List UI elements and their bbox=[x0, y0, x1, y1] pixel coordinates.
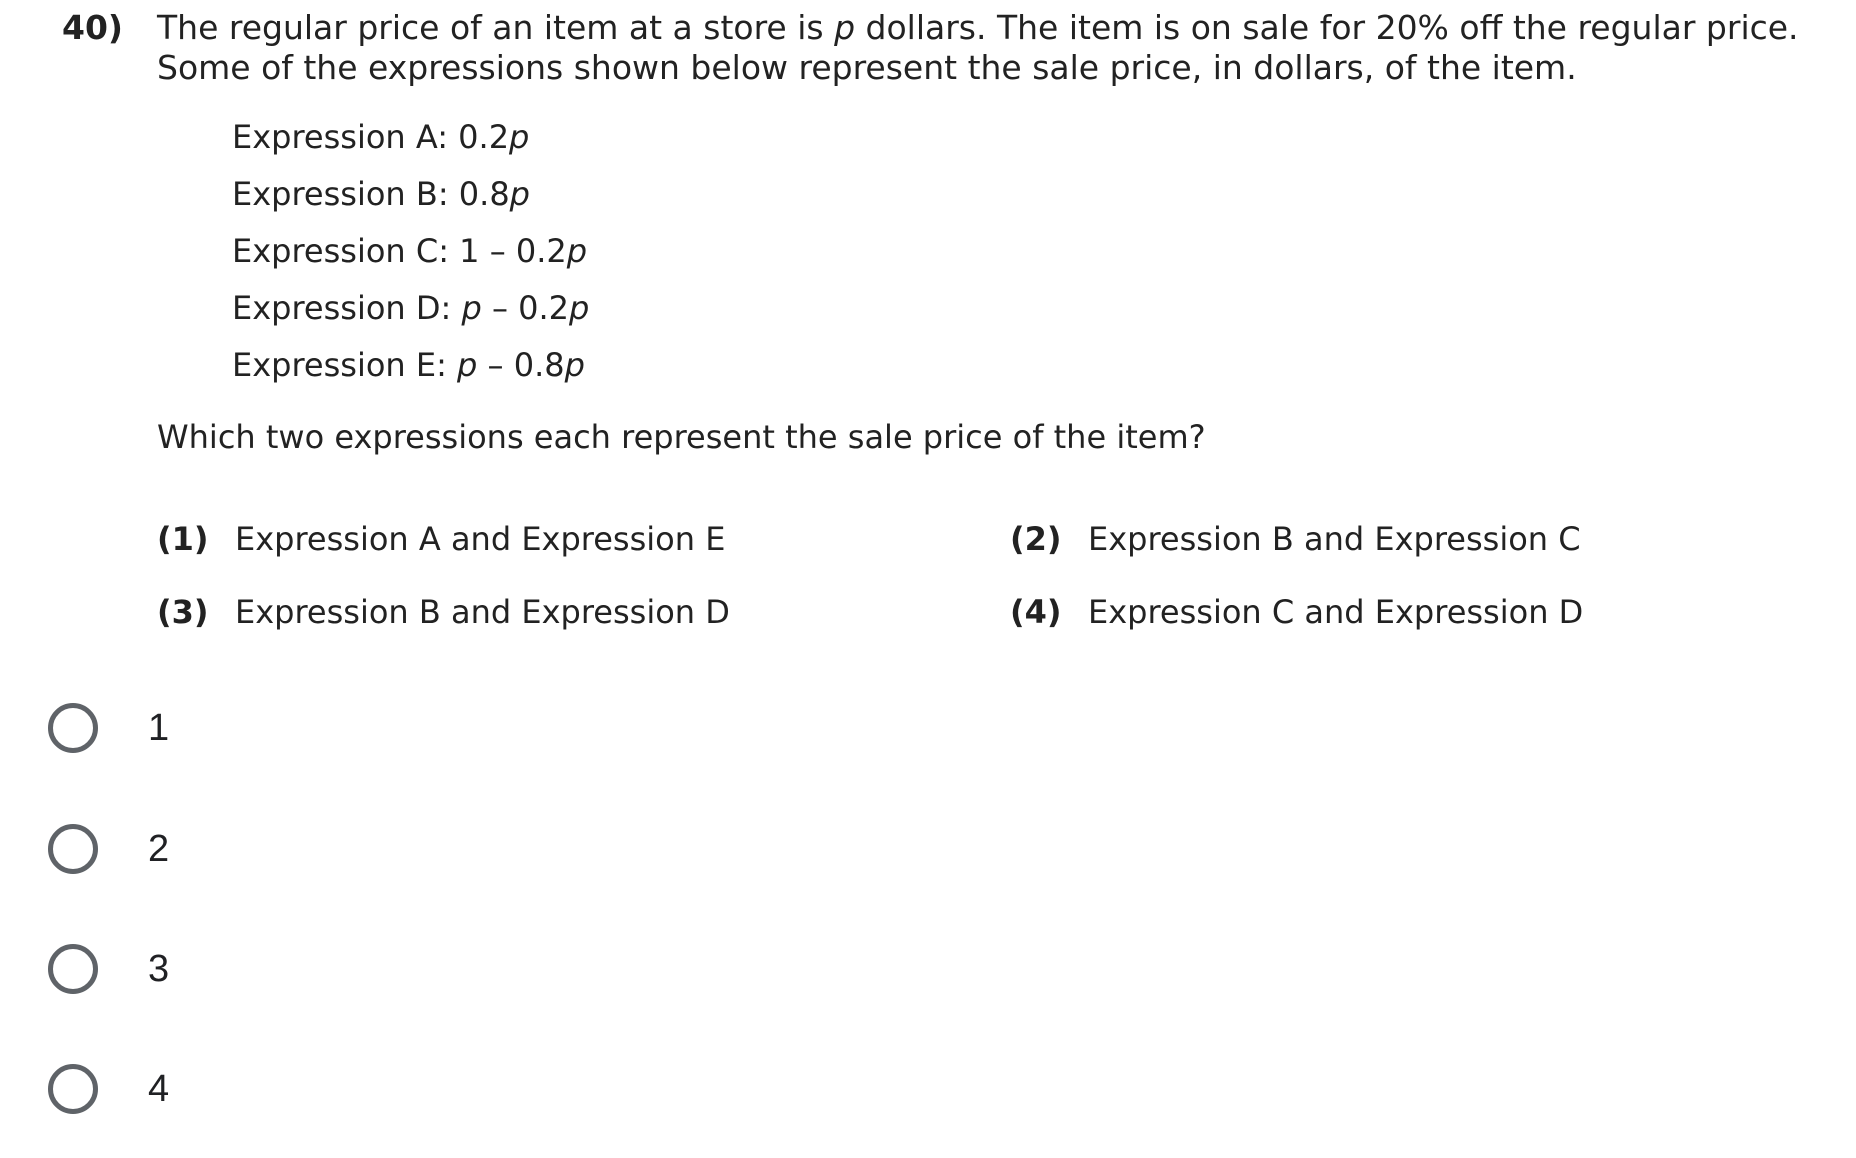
choice-2 bbox=[1010, 520, 1581, 558]
expression-label: Expression B: bbox=[232, 175, 459, 213]
choice-4 bbox=[1010, 593, 1583, 631]
expression-label: Expression A: bbox=[232, 118, 459, 156]
choice-3 bbox=[157, 593, 730, 631]
stem-variable: p bbox=[834, 8, 856, 47]
radio-button[interactable] bbox=[48, 944, 98, 994]
radio-button[interactable] bbox=[48, 703, 98, 753]
answer-option-label[interactable]: 3 bbox=[148, 947, 170, 990]
expression-a bbox=[232, 117, 589, 174]
expression-value: 0.8p bbox=[458, 175, 530, 213]
stem-part-2: dollars. The item is on sale for 20% off the regular price. Some of the expressions shown below represent the sale price, in dollars, of the item. bbox=[157, 8, 1799, 87]
answer-option-label[interactable]: 2 bbox=[148, 827, 170, 870]
stem-part-1: The regular price of an item at a store is bbox=[157, 8, 835, 47]
choice-text: Expression C and Expression D bbox=[1088, 593, 1584, 631]
choice-number: (2) bbox=[1010, 520, 1062, 558]
expression-value: 1 – 0.2p bbox=[459, 232, 588, 270]
radio-button[interactable] bbox=[48, 1064, 98, 1114]
choice-text: Expression B and Expression D bbox=[235, 593, 730, 631]
expression-value: p – 0.2p bbox=[461, 289, 590, 327]
radio-button[interactable] bbox=[48, 824, 98, 874]
expression-c bbox=[232, 231, 589, 288]
answer-option-2[interactable] bbox=[48, 819, 169, 879]
expression-label: Expression D: bbox=[232, 289, 462, 327]
answer-option-1[interactable] bbox=[48, 698, 169, 758]
answer-option-4[interactable] bbox=[48, 1059, 169, 1119]
answer-option-label[interactable]: 4 bbox=[148, 1067, 170, 1110]
choice-number: (4) bbox=[1010, 593, 1062, 631]
choice-1 bbox=[157, 520, 725, 558]
expression-b bbox=[232, 174, 589, 231]
expression-label: Expression E: bbox=[232, 346, 458, 384]
question-number: 40) bbox=[62, 8, 124, 47]
answer-option-label[interactable]: 1 bbox=[148, 706, 170, 749]
expression-value: 0.2p bbox=[458, 118, 530, 156]
expression-value: p – 0.8p bbox=[457, 346, 585, 384]
question-stem bbox=[157, 8, 1847, 88]
choice-text: Expression B and Expression C bbox=[1088, 520, 1581, 558]
expression-label: Expression C: bbox=[232, 232, 460, 270]
question-prompt: Which two expressions each represent the sale price of the item? bbox=[157, 418, 1206, 456]
choice-number: (1) bbox=[157, 520, 209, 558]
expression-e bbox=[232, 345, 589, 402]
expression-list bbox=[232, 117, 589, 402]
choice-number: (3) bbox=[157, 593, 209, 631]
answer-option-3[interactable] bbox=[48, 939, 169, 999]
choice-text: Expression A and Expression E bbox=[235, 520, 726, 558]
expression-d bbox=[232, 288, 589, 345]
